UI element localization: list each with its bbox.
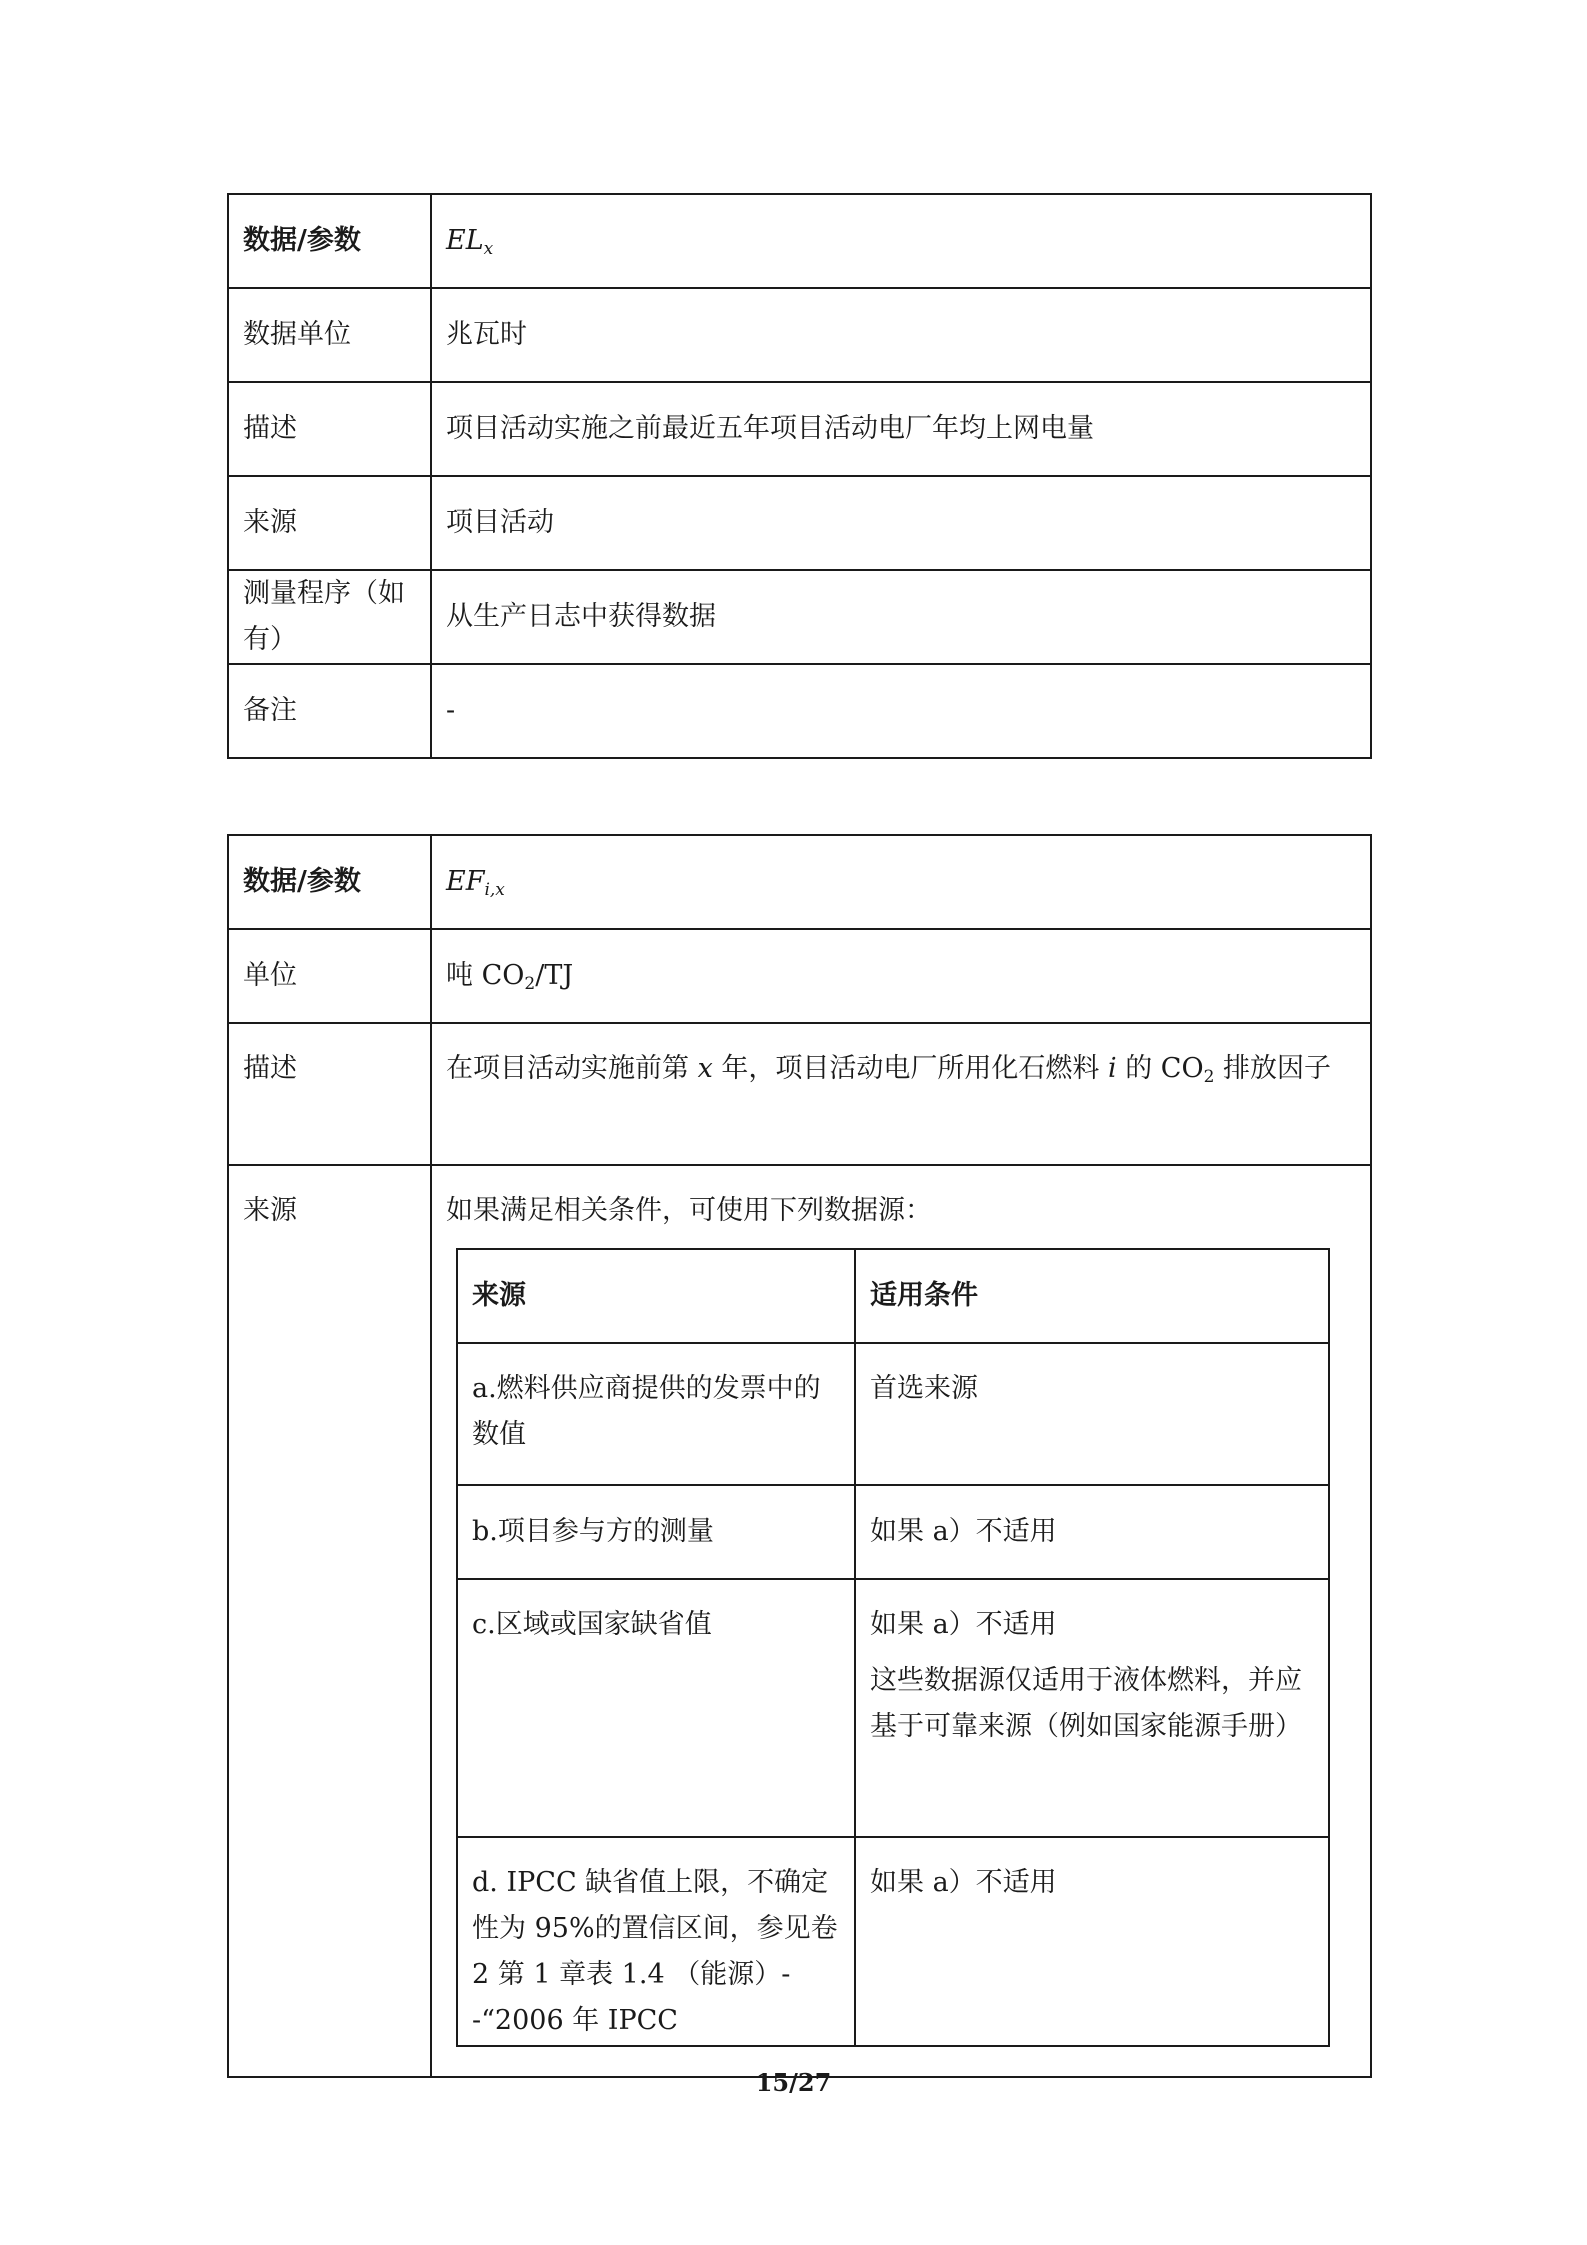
header-condition: 适用条件 bbox=[855, 1249, 1329, 1343]
description-value: 项目活动实施之前最近五年项目活动电厂年均上网电量 bbox=[431, 382, 1371, 476]
unit-value: 兆瓦时 bbox=[431, 288, 1371, 382]
param-value: $EF_{i,x}$ bbox=[431, 835, 1371, 929]
remark-value: - bbox=[431, 664, 1371, 758]
param-value: $EL_x$ bbox=[431, 194, 1371, 288]
source-intro: 如果满足相关条件，可使用下列数据源： bbox=[446, 1195, 932, 1226]
param-label: 数据/参数 bbox=[228, 194, 431, 288]
condition-cell: 如果 a）不适用 bbox=[855, 1485, 1329, 1579]
source-value bbox=[431, 1165, 1371, 2077]
remark-label: 备注 bbox=[228, 664, 431, 758]
unit-label: 数据单位 bbox=[228, 288, 431, 382]
condition-cell bbox=[855, 1579, 1329, 1837]
description-value: 在项目活动实施前第 x 年，项目活动电厂所用化石燃料 i 的 $CO_2$ 排放因子 bbox=[431, 1023, 1371, 1165]
page-number: 15/27 bbox=[755, 2068, 832, 2097]
source-value: 项目活动 bbox=[431, 476, 1371, 570]
description-label: 描述 bbox=[228, 1023, 431, 1165]
unit-label: 单位 bbox=[228, 929, 431, 1023]
procedure-label: 测量程序（如有） bbox=[228, 570, 431, 664]
procedure-value: 从生产日志中获得数据 bbox=[431, 570, 1371, 664]
unit-value: 吨 $CO_2/TJ$ bbox=[431, 929, 1371, 1023]
source-label: 来源 bbox=[228, 1165, 431, 2077]
description-label: 描述 bbox=[228, 382, 431, 476]
parameter-table-elx bbox=[227, 193, 1372, 759]
source-cell: c.区域或国家缺省值 bbox=[457, 1579, 855, 1837]
data-source-table bbox=[456, 1248, 1330, 2047]
header-source: 来源 bbox=[457, 1249, 855, 1343]
source-cell: a.燃料供应商提供的发票中的数值 bbox=[457, 1343, 855, 1485]
source-cell: b.项目参与方的测量 bbox=[457, 1485, 855, 1579]
condition-cell: 首选来源 bbox=[855, 1343, 1329, 1485]
parameter-table-efix bbox=[227, 834, 1372, 2078]
source-cell: d. IPCC 缺省值上限，不确定性为 95%的置信区间，参见卷 2 第 1 章表 1.4 （能源）--“2006 年 IPCC bbox=[457, 1837, 855, 2046]
condition-text: 如果 a）不适用 bbox=[870, 1609, 1057, 1640]
param-label: 数据/参数 bbox=[228, 835, 431, 929]
source-label: 来源 bbox=[228, 476, 431, 570]
condition-cell: 如果 a）不适用 bbox=[855, 1837, 1329, 2046]
condition-note: 这些数据源仅适用于液体燃料，并应基于可靠来源（例如国家能源手册） bbox=[870, 1665, 1302, 1742]
